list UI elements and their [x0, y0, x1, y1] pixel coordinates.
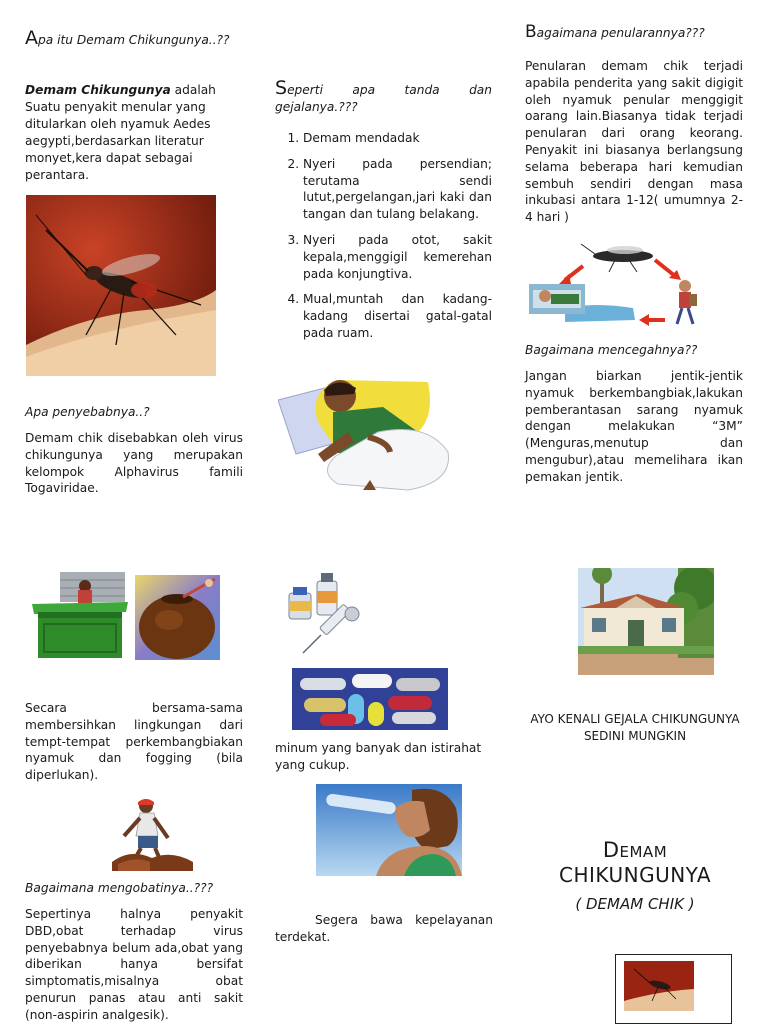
sick-boy-illustration: [278, 372, 456, 496]
pills-photo: [292, 668, 448, 730]
list-item: 1. Demam mendadak: [303, 130, 492, 147]
brochure-subtitle: ( DEMAM CHIK ): [575, 895, 695, 913]
list-item: 2. Nyeri pada persendian; terutama sendi lutut,pergelangan,jari kaki dan tangan dan tulang belakang.: [303, 156, 492, 223]
water-tank-illustration: [30, 568, 130, 663]
mosquito-photo: [26, 195, 216, 376]
list-item: 4. Mual,muntah dan kadang-kadang disertai gatal-gatal pada ruam.: [303, 291, 492, 341]
woman-drinking-photo: [316, 784, 462, 876]
brochure-title: Demam CHIKUNGUNYA: [558, 838, 712, 887]
prevention-paragraph: Jangan biarkan jentik-jentik nyamuk berkembangbiak,lakukan pemberantasan sarang nyamuk dengan melakukan “3M” (Menguras,menutup dan mengubur),atau memelihara ikan pemakan jentik.: [525, 369, 743, 484]
heading-transmission: Bagaimana penularannya???: [525, 22, 705, 42]
drink-rest-paragraph: minum yang banyak dan istirahat yang cukup.: [275, 741, 482, 772]
medicine-syringe-illustration: [285, 567, 373, 657]
clay-pot-illustration: [135, 575, 220, 660]
cause-paragraph: Demam chik disebabkan oleh virus chikungunya yang merupakan kelompok Alphavirus famili Togaviridae.: [25, 431, 243, 496]
heading-cause: Apa penyebabnya..?: [25, 405, 150, 419]
intro-paragraph: Demam Chikungunya adalah Suatu penyakit menular yang ditularkan oleh nyamuk Aedes aegypti,berdasarkan literatur monyet,kera dapat sebagai perantara.: [25, 83, 216, 182]
symptom-list: [275, 130, 492, 351]
cleaning-paragraph: Secara bersama-sama membersihkan lingkungan dari tempt-tempat perkembangbiakan nyamuk dan fogging (bila diperlukan).: [25, 701, 243, 783]
health-center-photo: [578, 568, 714, 675]
transmission-paragraph: Penularan demam chik terjadi apabila penderita yang sakit digigit oleh nyamuk penular menggigit oarang lain.Biasanya tidak terjadi penularan dari orang keorang. Penyakit ini biasanya berlangsung selama beberapa hari kemudian sembuh sendiri dengan masa inkubasi antara 1-12( umumnya 2-4 hari ): [525, 59, 743, 225]
heading-symptoms: Seperti apa tanda dan gejalanya.???: [275, 77, 492, 114]
heading-treatment: Bagaimana mengobatinya..???: [25, 881, 214, 895]
transmission-cycle-diagram: [525, 238, 707, 330]
hospital-paragraph: Segera bawa kepelayanan terdekat.: [275, 913, 493, 944]
heading-prevention: Bagaimana mencegahnya??: [525, 343, 698, 357]
slogan: AYO KENALI GEJALA CHIKUNGUNYA SEDINI MUNGKIN: [530, 712, 740, 743]
person-digging-illustration: [110, 796, 195, 871]
mosquito-thumbnail-frame: [615, 954, 732, 1024]
treatment-paragraph: Sepertinya halnya penyakit DBD,obat terhadap virus penyebabnya belum ada,obat yang diberikan hanya bersifat simptomatis,misalnya obat penurun panas atau anti sakit (non-aspirin analgesik).: [25, 907, 243, 1022]
heading-what-is: Apa itu Demam Chikungunya..??: [25, 27, 230, 49]
mosquito-thumbnail: [624, 961, 694, 1011]
list-item: 3. Nyeri pada otot, sakit kepala,menggigil kemerehan pada konjungtiva.: [303, 232, 492, 282]
